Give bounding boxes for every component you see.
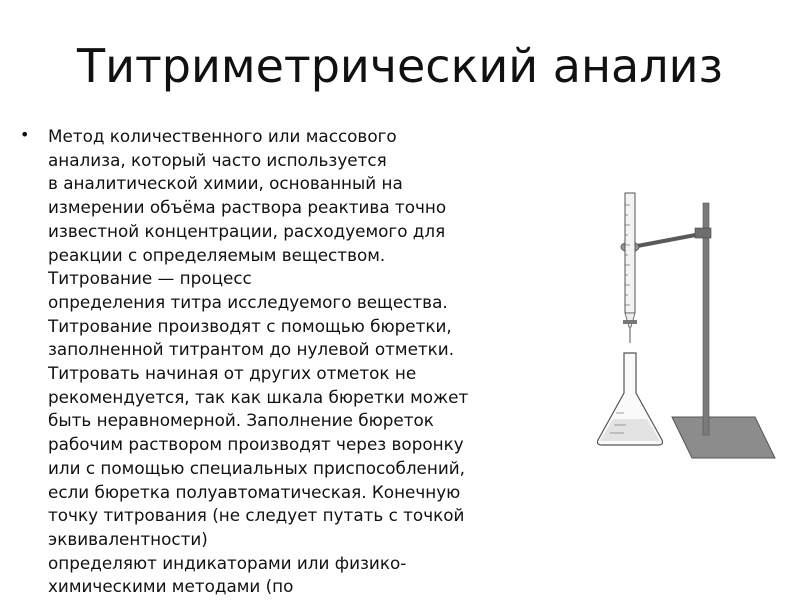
bullet-point: •: [20, 125, 30, 144]
stopcock: [623, 320, 637, 324]
stand-base: [672, 417, 775, 458]
clamp-joint: [695, 228, 711, 238]
slide-title: Титриметрический анализ: [77, 39, 723, 93]
titration-apparatus-icon: [580, 185, 790, 475]
body-text: Метод количественного или массового анализа, который часто используется в аналитической химии, основанный на измерении объёма раствора реактива точно известной концентрации, расходуемого для реакции с определяемым веществом. Титрование — процесс определения титра исследуемого вещества. Титрование производят с помощью бюретки, заполненной титрантом до нулевой отметки. Титровать начиная от других отметок не рекомендуется, так как шкала бюретки может быть неравномерной. Заполнение бюреток рабочим раствором производят через воронку или с помощью специальных приспособлений, если бюретка полуавтоматическая. Конечную точку титрования (не следует путать с точкой эквивалентности) определяют индикаторами или физико- химическими методами (по: [48, 126, 469, 597]
